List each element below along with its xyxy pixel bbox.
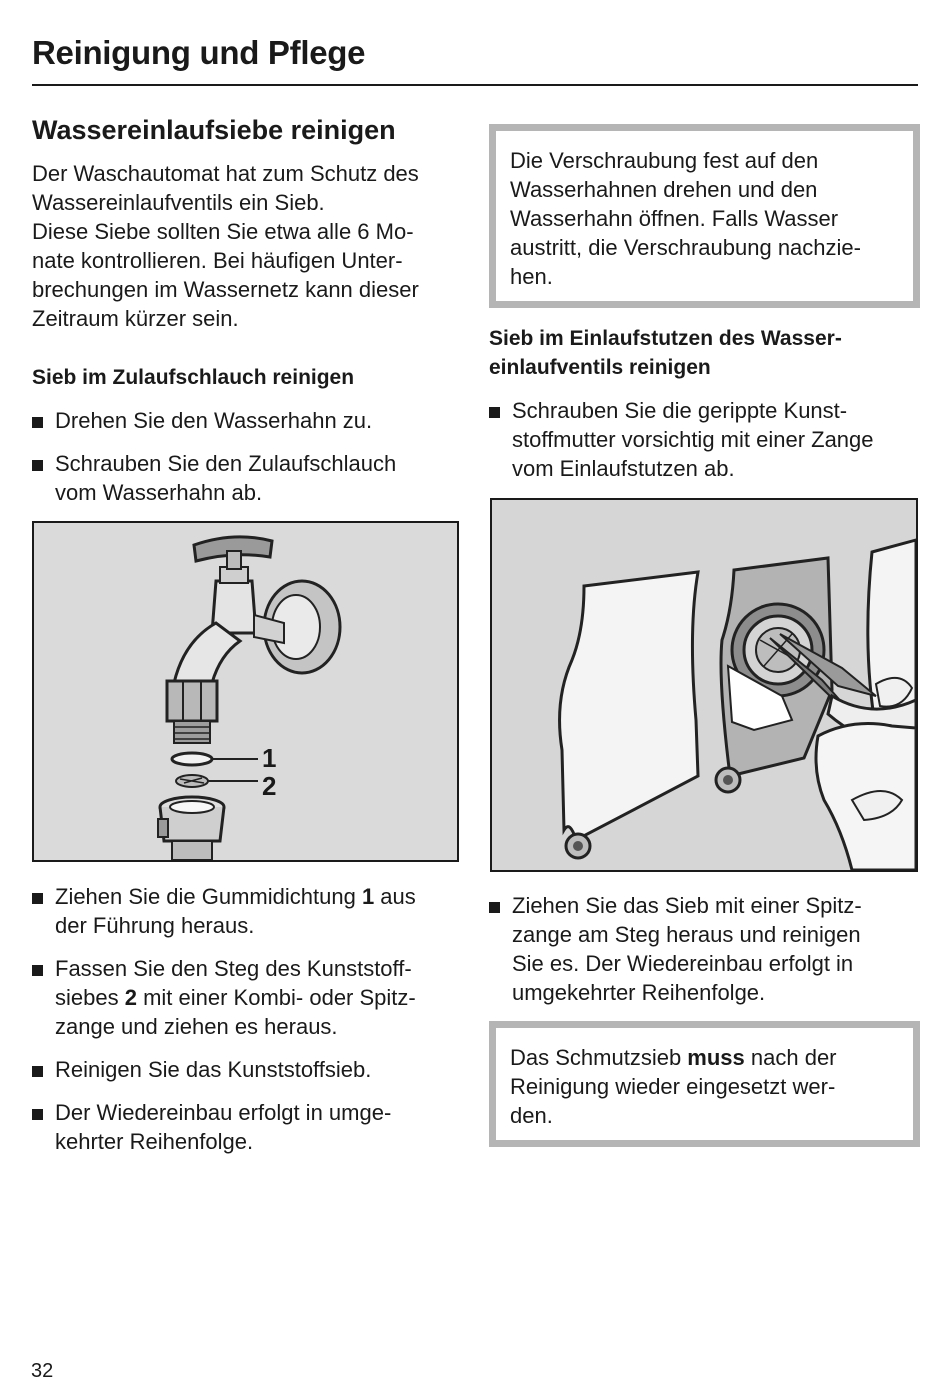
list-item: Der Wiedereinbau erfolgt in umge- kehrter Reihenfolge. bbox=[32, 1098, 464, 1156]
steps-list-top bbox=[32, 406, 464, 507]
right-column bbox=[489, 124, 921, 483]
bullet-square-icon bbox=[32, 965, 43, 976]
list-item: Schrauben Sie den Zulaufschlauch vom Wasserhahn ab. bbox=[32, 449, 464, 507]
page-header bbox=[32, 34, 918, 72]
bullet-square-icon bbox=[32, 1109, 43, 1120]
bullet-square-icon bbox=[32, 460, 43, 471]
left-column bbox=[32, 113, 464, 507]
rubber-seal-shape bbox=[172, 753, 212, 765]
list-item: Ziehen Sie die Gummidichtung 1 aus der Führung heraus. bbox=[32, 882, 464, 940]
list-item: Fassen Sie den Steg des Kunststoff- siebes 2 mit einer Kombi- oder Spitz- zange und ziehen es heraus. bbox=[32, 954, 464, 1041]
list-item: Drehen Sie den Wasserhahn zu. bbox=[32, 406, 464, 435]
list-item: Ziehen Sie das Sieb mit einer Spitz- zange am Steg heraus und reinigen Sie es. Der Wiedereinbau erfolgt in umgekehrter Reihenfolge. bbox=[489, 891, 921, 1007]
section-title: Wassereinlaufsiebe reinigen bbox=[32, 115, 396, 145]
steps-list-valve bbox=[489, 396, 921, 483]
faucet-drawing bbox=[34, 523, 457, 860]
bullet-square-icon bbox=[489, 902, 500, 913]
figure-label-2: 2 bbox=[262, 771, 277, 801]
intro-line: nate kontrollieren. Bei häufigen Unter- bbox=[32, 248, 403, 273]
left-column-lower bbox=[32, 882, 464, 1156]
intro-line: Zeitraum kürzer sein. bbox=[32, 306, 239, 331]
intro-paragraph bbox=[32, 159, 464, 333]
bullet-square-icon bbox=[32, 1066, 43, 1077]
subsection-title-hose: Sieb im Zulaufschlauch reinigen bbox=[32, 366, 355, 389]
intro-line: Diese Siebe sollten Sie etwa alle 6 Mo- bbox=[32, 219, 414, 244]
intro-line: brechungen im Wassernetz kann dieser bbox=[32, 277, 419, 302]
page-number: 32 bbox=[31, 1360, 54, 1382]
valve-pliers-illustration bbox=[490, 498, 918, 872]
note-box-screw: Die Verschraubung fest auf den Wasserhahnen drehen und den Wasserhahn öffnen. Falls Wasser austritt, die Verschraubung nachzie- hen. bbox=[489, 124, 920, 308]
valve-drawing bbox=[492, 500, 916, 870]
intro-line: Der Waschautomat hat zum Schutz des bbox=[32, 161, 419, 186]
note-box-sieve: Das Schmutzsieb muss nach der Reinigung wieder eingesetzt wer- den. bbox=[489, 1021, 920, 1147]
subsection-title-valve: Sieb im Einlaufstutzen des Wasser- einlaufventils reinigen bbox=[489, 327, 842, 379]
bullet-square-icon bbox=[489, 407, 500, 418]
bullet-square-icon bbox=[32, 893, 43, 904]
page-title: Reinigung und Pflege bbox=[32, 34, 366, 71]
header-divider bbox=[32, 84, 918, 86]
intro-line: Wassereinlaufventils ein Sieb. bbox=[32, 190, 325, 215]
figure-label-1: 1 bbox=[262, 743, 277, 773]
list-item: Reinigen Sie das Kunststoffsieb. bbox=[32, 1055, 464, 1084]
faucet-illustration bbox=[32, 521, 459, 862]
bullet-square-icon bbox=[32, 417, 43, 428]
steps-list-bottom bbox=[32, 882, 464, 1156]
right-column-lower bbox=[489, 891, 921, 1147]
steps-list-sieve bbox=[489, 891, 921, 1007]
list-item: Schrauben Sie die gerippte Kunst- stoffmutter vorsichtig mit einer Zange vom Einlaufstutzen ab. bbox=[489, 396, 921, 483]
